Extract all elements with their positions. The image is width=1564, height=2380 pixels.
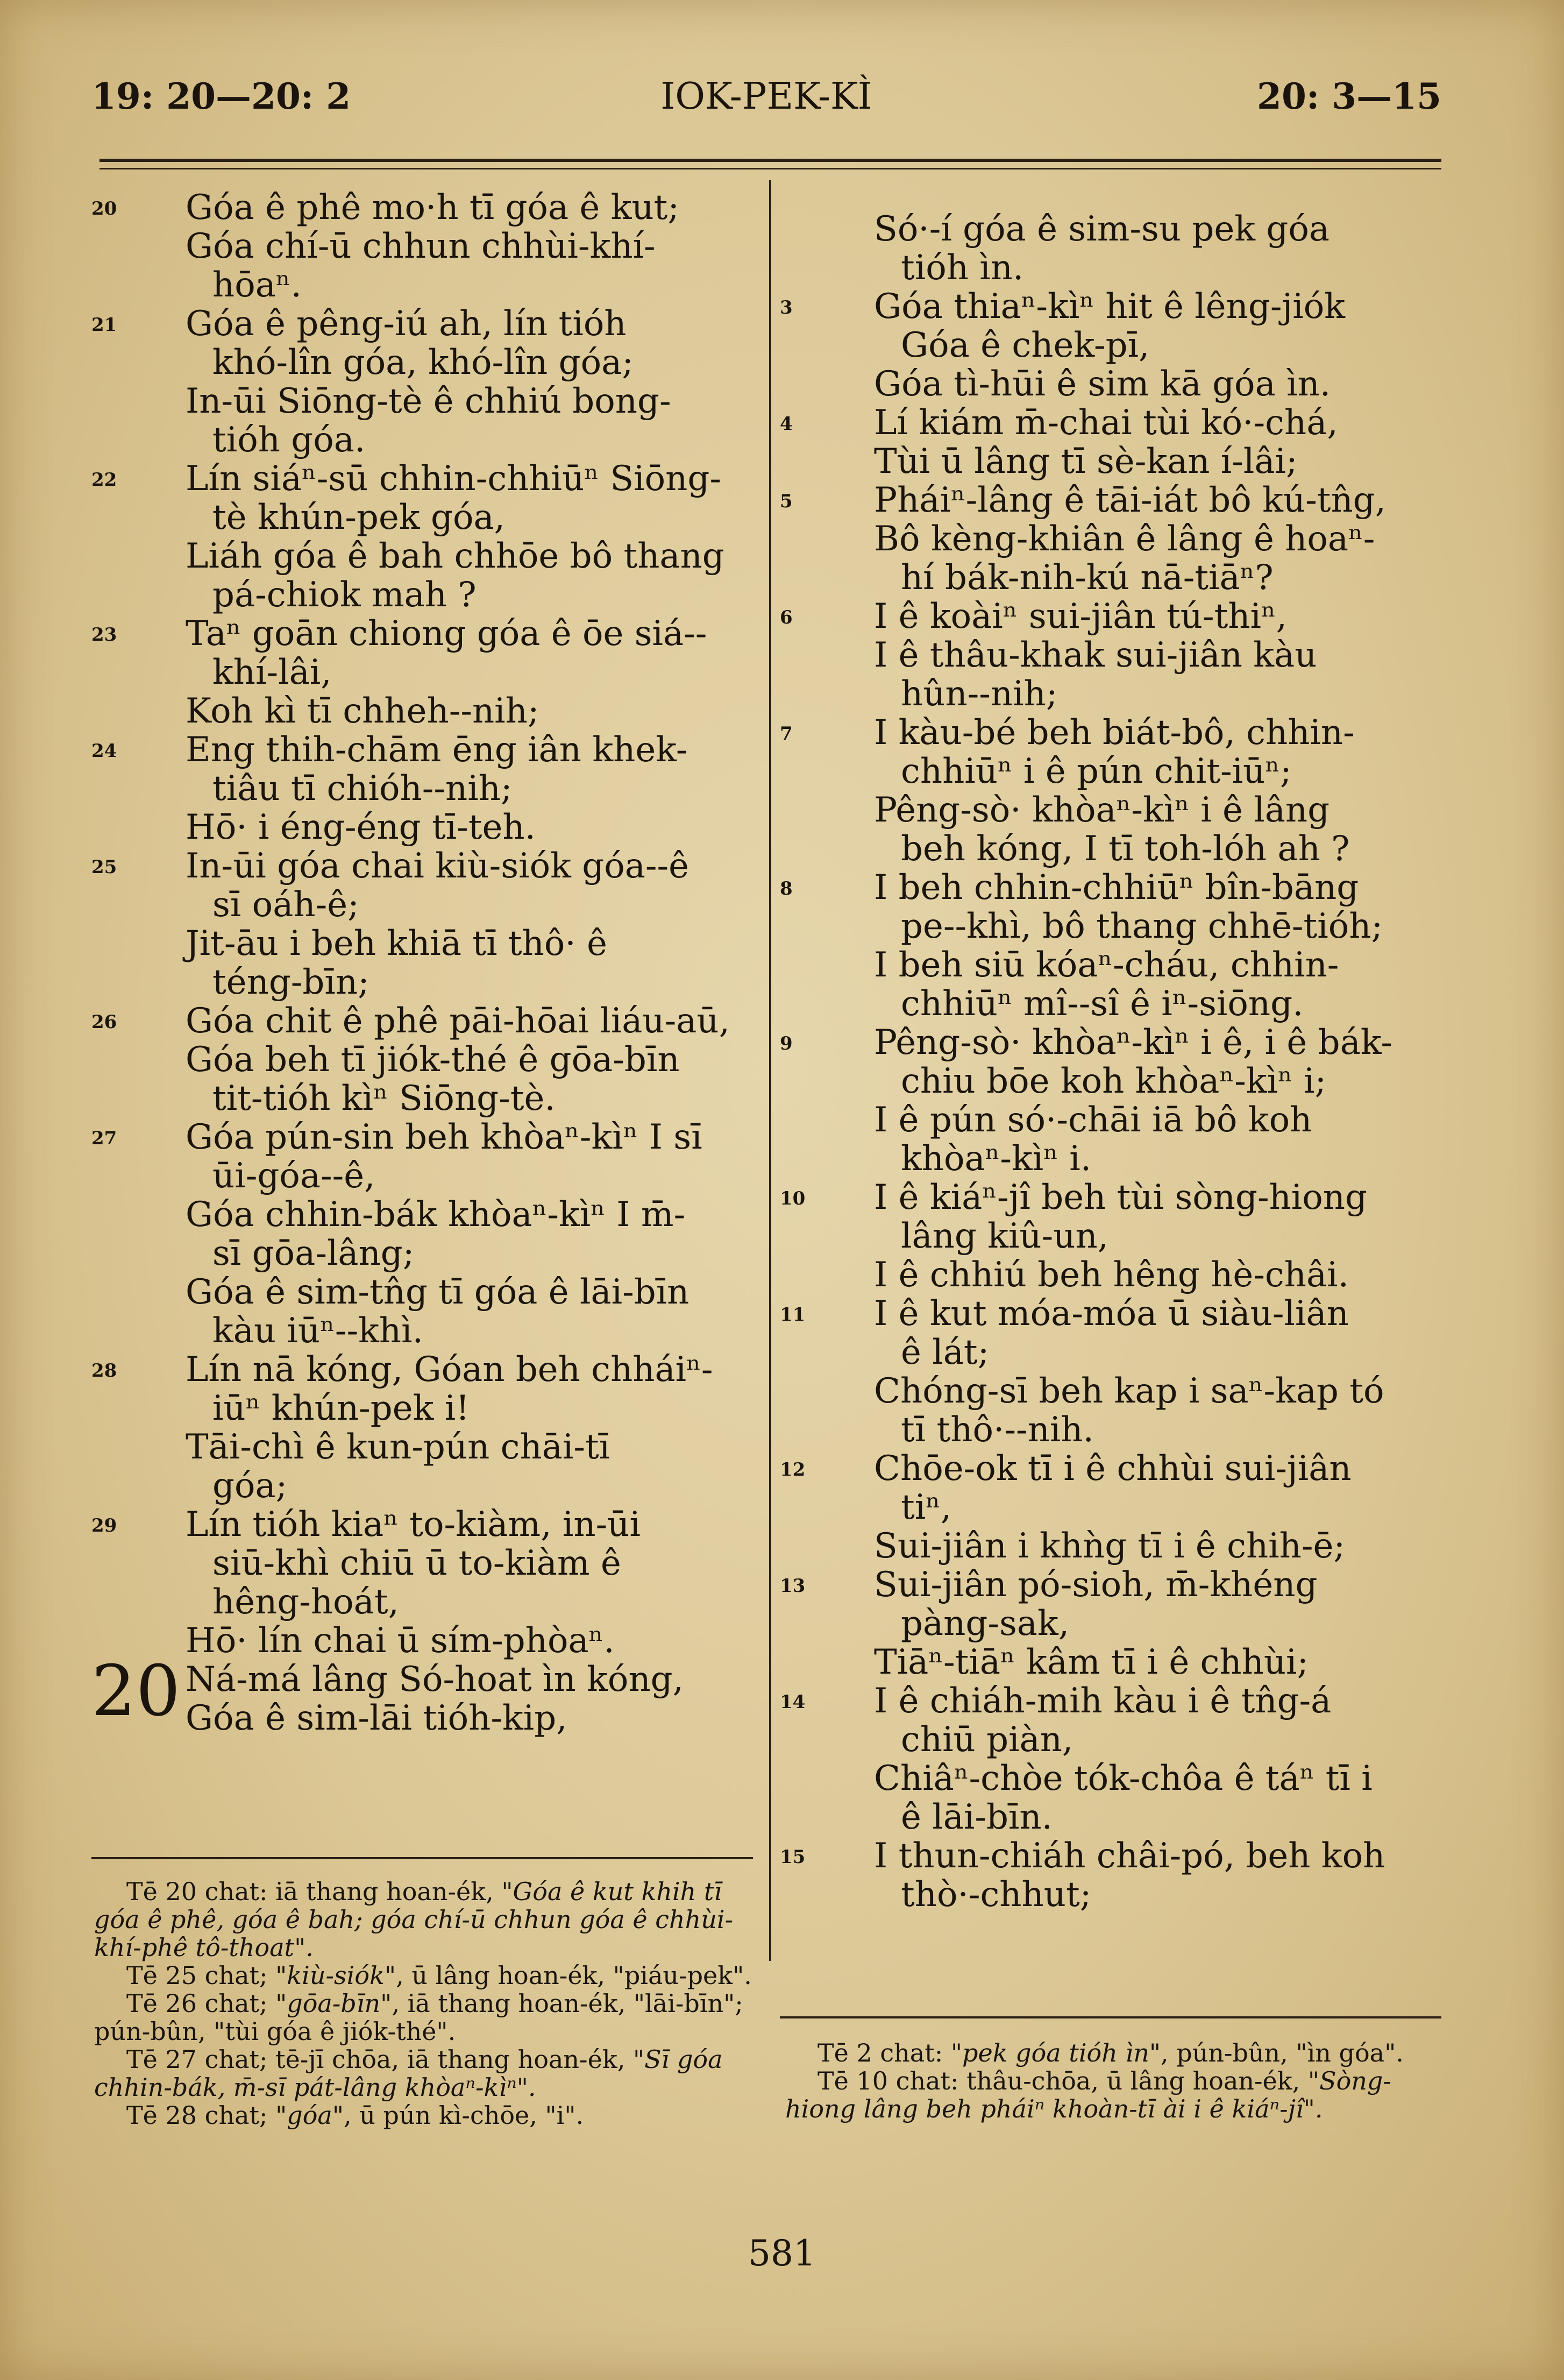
verse-line-group <box>780 287 1441 365</box>
verse-line-group <box>780 1449 1441 1527</box>
verse-line-group <box>780 1023 1441 1101</box>
verse-line-group <box>780 1372 1441 1449</box>
verse-text-line: Sui-jiân i khǹg tī i ê chih-ē; <box>874 1526 1345 1566</box>
footnote-tail: , ū pún kì-chōe, "i". <box>344 2101 584 2130</box>
verse-line-group <box>780 868 1441 946</box>
verse-line-group <box>780 791 1441 868</box>
verse-number: 28 <box>91 1360 117 1382</box>
verse-text-line: iūⁿ khún-pek i! <box>212 1389 470 1428</box>
verse-text-line: I ê kiáⁿ-jî beh tùi sòng-hiong <box>874 1178 1367 1217</box>
verse-text-line: tit-tióh kìⁿ Siōng-tè. <box>212 1079 556 1118</box>
verse-text-line: Taⁿ goān chiong góa ê ōe siá-- <box>186 614 707 654</box>
verse-text-line: chiū piàn, <box>901 1720 1074 1760</box>
verse-text-line: Chóng-sī beh kap i saⁿ-kap tó <box>874 1371 1384 1411</box>
footnote-lead: Tē 26 chat; <box>126 1989 276 2018</box>
chapter-number: 20 <box>91 1650 181 1732</box>
right-column <box>780 210 1441 1914</box>
verse-number: 4 <box>780 413 793 435</box>
verse-line-group <box>780 403 1441 442</box>
verse-line-group <box>91 537 753 614</box>
footnote-tail: , ū lâng hoan-ék, "piáu-pek". <box>396 1961 752 1990</box>
verse-text-line: Góa ê chek-pī, <box>901 325 1150 365</box>
verse-line-group <box>91 382 753 459</box>
verse-text-line: Lí kiám m̄-chai tùi kó·-chá, <box>874 403 1338 443</box>
footnote-italic: "góa" <box>275 2101 344 2130</box>
left-column <box>91 188 753 1738</box>
verse-text-line: ê lát; <box>901 1333 990 1372</box>
verse-line-group <box>91 1195 753 1273</box>
verse-text-line: hōaⁿ. <box>212 265 302 305</box>
verse-line-group <box>780 713 1441 791</box>
verse-text-line: Góa pún-sin beh khòaⁿ-kìⁿ I sī <box>186 1117 702 1157</box>
verse-text-line: tióh ìn. <box>901 248 1024 288</box>
header-rule-thick <box>99 159 1441 162</box>
verse-line-group <box>780 597 1441 636</box>
verse-number: 11 <box>780 1304 806 1326</box>
verse-text-line: Lín tióh kiaⁿ to-kiàm, in-ūi <box>186 1505 641 1545</box>
verse-text-line: téng-bīn; <box>212 962 369 1002</box>
footnote-italic: "Sòng-hiong lâng beh pháiⁿ khoàn-tī ài i ê kiáⁿ-jî". <box>785 2066 1391 2123</box>
verse-number: 22 <box>91 469 117 491</box>
verse-text-line: Lín nā kóng, Góan beh chháiⁿ- <box>186 1350 713 1390</box>
verse-text-line: Sui-jiân pó-sioh, m̄-khéng <box>874 1565 1318 1605</box>
verse-line-group <box>780 1759 1441 1837</box>
verse-number: 20 <box>91 198 117 219</box>
footnote-italic: "Sī góa chhin-bák, m̄-sī pát-lâng khòaⁿ-kìⁿ". <box>94 2045 723 2102</box>
verse-number: 10 <box>780 1188 806 1209</box>
verse-number: 25 <box>91 856 117 878</box>
verse-text-line: Liáh góa ê bah chhōe bô thang <box>186 536 724 576</box>
verse-number: 12 <box>780 1459 806 1481</box>
verse-number: 5 <box>780 491 793 512</box>
header-left-reference: 19: 20—20: 2 <box>91 75 351 117</box>
verse-text-line: pá-chiok mah ? <box>212 575 477 615</box>
footnote-tail: , iā thang hoan-ék, "lāi-bīn"; pún-bûn, "tùi góa ê jiók-thé". <box>94 1989 743 2046</box>
footnote-tail: , pún-bûn, "ìn góa". <box>1161 2038 1404 2067</box>
footnote-lead: Tē 27 chat; tē-jī chōa, iā thang hoan-ék, <box>126 2045 633 2074</box>
footnote-lead: Tē 28 chat; <box>126 2101 276 2130</box>
verse-text-line: Tāi-chì ê kun-pún chāi-tī <box>186 1427 610 1467</box>
verse-text-line: I kàu-bé beh biát-bô, chhin- <box>874 713 1355 753</box>
verse-line-group <box>780 946 1441 1023</box>
verse-text-line: Koh kì tī chheh--nih; <box>186 691 539 731</box>
verse-text-line: I ê kut móa-móa ū siàu-liân <box>874 1294 1349 1334</box>
verse-text-line: sī gōa-lâng; <box>212 1234 415 1273</box>
verse-text-line: khó-lîn góa, khó-lîn góa; <box>212 343 634 382</box>
verse-text-line: pe--khì, bô thang chhē-tióh; <box>901 906 1383 946</box>
verse-text-line: Pháiⁿ-lâng ê tāi-iát bô kú-tn̂g, <box>874 480 1386 520</box>
verse-text-line: hí bák-nih-kú nā-tiāⁿ? <box>901 558 1274 598</box>
verse-line-group <box>91 692 753 731</box>
verse-text-line: beh kóng, I tī toh-lóh ah ? <box>901 829 1350 869</box>
verse-text-line: Góa ê sim-lāi tióh-kip, <box>186 1698 567 1738</box>
verse-number: 27 <box>91 1128 117 1149</box>
footnote-lead: Tē 10 chat: thâu-chōa, ū lâng hoan-ék, <box>817 2066 1308 2095</box>
verse-line-group <box>91 304 753 382</box>
verse-text-line: I ê pún só·-chāi iā bô koh <box>874 1100 1312 1140</box>
page-number: 581 <box>748 2233 816 2274</box>
verse-text-line: I ê thâu-khak sui-jiân kàu <box>874 635 1317 675</box>
footnote-lead: Tē 20 chat: iā thang hoan-ék, <box>126 1877 502 1906</box>
verse-text-line: Pêng-sò· khòaⁿ-kìⁿ i ê lâng <box>874 790 1330 830</box>
verse-number: 3 <box>780 297 793 318</box>
verse-number: 15 <box>780 1846 806 1868</box>
verse-text-line: Pêng-sò· khòaⁿ-kìⁿ i ê, i ê bák- <box>874 1023 1393 1062</box>
verse-line-group <box>780 1256 1441 1294</box>
verse-line-group <box>780 1178 1441 1256</box>
verse-text-line: Góa chit ê phê pāi-hōai liáu-aū, <box>186 1001 730 1041</box>
footnote <box>94 1989 753 2045</box>
verse-text-line: Eng thih-chām ēng iân khek- <box>186 730 688 770</box>
verse-line-group <box>780 1837 1441 1914</box>
verse-text-line: khí-lâi, <box>212 653 332 692</box>
verse-line-group <box>91 614 753 692</box>
verse-text-line: ê lāi-bīn. <box>901 1797 1053 1837</box>
verse-text-line: Tùi ū lâng tī sè-kan í-lâi; <box>874 442 1298 481</box>
footnote-italic: "pek góa tióh ìn" <box>950 2038 1161 2067</box>
footnotes-right <box>785 2039 1439 2123</box>
verse-text-line: I beh siū kóaⁿ-cháu, chhin- <box>874 945 1339 985</box>
verse-line-group <box>780 1294 1441 1372</box>
footnote <box>94 1878 753 1961</box>
verse-text-line: kàu iūⁿ--khì. <box>212 1311 423 1351</box>
verse-text-line: Hō· lín chai ū sím-phòaⁿ. <box>186 1621 615 1661</box>
footnote-italic: "Góa ê kut khih tī góa ê phê, góa ê bah; góa chí-ū chhun góa ê chhùi-khí-phê tô-thoat". <box>94 1877 734 1962</box>
verse-line-group <box>780 481 1441 520</box>
verse-text-line: Góa chhin-bák khòaⁿ-kìⁿ I m̄- <box>186 1195 686 1235</box>
verse-line-group <box>91 808 753 847</box>
verse-line-group <box>91 227 753 304</box>
footnote <box>785 2039 1439 2067</box>
verse-text-line: thò·-chhut; <box>901 1875 1092 1915</box>
verse-text-line: chhiūⁿ mî--sî ê iⁿ-siōng. <box>901 984 1304 1024</box>
verse-line-group <box>780 1566 1441 1643</box>
footnote-italic: "gōa-bīn" <box>275 1989 392 2018</box>
verse-text-line: chhiūⁿ i ê pún chit-iūⁿ; <box>901 752 1292 791</box>
verse-text-line: Chiâⁿ-chòe tók-chôa ê táⁿ tī i <box>874 1759 1373 1798</box>
footnote <box>94 1961 753 1989</box>
verse-text-line: Ná-má lâng Só-hoat ìn kóng, <box>186 1660 684 1699</box>
header-rule-thin <box>99 168 1441 169</box>
verse-text-line: In-ūi Siōng-tè ê chhiú bong- <box>186 381 671 421</box>
footnote <box>94 2045 753 2101</box>
verse-line-group <box>91 1002 753 1040</box>
verse-number: 7 <box>780 723 793 745</box>
footnotes-left <box>94 1878 753 2129</box>
verse-text-line: Hō· i éng-éng tī-teh. <box>186 808 536 847</box>
verse-text-line: khòaⁿ-kìⁿ i. <box>901 1139 1092 1179</box>
verse-text-line: Góa beh tī jiók-thé ê gōa-bīn <box>186 1040 680 1080</box>
verse-line-group <box>780 210 1441 287</box>
footnote-lead: Tē 25 chat; <box>126 1961 276 1990</box>
column-divider <box>769 180 771 1961</box>
page-header <box>91 75 1441 129</box>
footnote <box>94 2101 753 2129</box>
verse-text-line: I ê chiáh-mih kàu i ê tn̂g-á <box>874 1681 1332 1721</box>
verse-number: 26 <box>91 1011 117 1033</box>
verse-line-group <box>780 1101 1441 1178</box>
verse-line-group <box>91 1428 753 1505</box>
verse-line-group <box>780 442 1441 481</box>
verse-line-group <box>91 188 753 227</box>
verse-text-line: Góa thiaⁿ-kìⁿ hit ê lêng-jiók <box>874 287 1346 327</box>
verse-text-line: Jit-āu i beh khiā tī thô· ê <box>186 924 607 964</box>
verse-text-line: Góa ê pêng-iú ah, lín tióh <box>186 304 627 344</box>
verse-line-group <box>91 731 753 808</box>
verse-line-group <box>780 1643 1441 1682</box>
verse-number: 29 <box>91 1515 117 1536</box>
verse-text-line: Góa chí-ū chhun chhùi-khí- <box>186 226 656 266</box>
footnote-rule-right <box>780 2016 1441 2018</box>
verse-number: 13 <box>780 1575 806 1597</box>
verse-line-group <box>780 1527 1441 1566</box>
verse-text-line: Góa ê sim-tn̂g tī góa ê lāi-bīn <box>186 1272 689 1312</box>
verse-text-line: sī oáh-ê; <box>212 885 359 925</box>
verse-text-line: tè khún-pek góa, <box>212 498 505 537</box>
verse-line-group <box>91 1621 753 1660</box>
verse-text-line: ūi-góa--ê, <box>212 1156 375 1196</box>
verse-line-group <box>91 1118 753 1195</box>
verse-text-line: I beh chhin-chhiūⁿ bîn-bāng <box>874 868 1359 908</box>
verse-text-line: I ê chhiú beh hêng hè-châi. <box>874 1255 1349 1295</box>
verse-text-line: siū-khì chiū ū to-kiàm ê <box>212 1543 621 1583</box>
verse-text-line: hûn--nih; <box>901 674 1058 714</box>
footnote-lead: Tē 2 chat: <box>817 2038 951 2067</box>
chapter-start <box>91 1650 753 1738</box>
verse-text-line: lâng kiû-un, <box>901 1216 1109 1256</box>
verse-text-line: tióh góa. <box>212 420 366 460</box>
verse-line-group <box>91 1040 753 1118</box>
verse-line-group <box>780 520 1441 597</box>
verse-number: 6 <box>780 607 793 628</box>
verse-text-line: góa; <box>212 1466 288 1506</box>
verse-line-group <box>780 636 1441 713</box>
verse-line-group <box>91 459 753 537</box>
verse-line-group <box>780 365 1441 403</box>
verse-line-group <box>91 1273 753 1350</box>
header-right-reference: 20: 3—15 <box>1257 75 1441 117</box>
verse-text-line: Tiāⁿ-tiāⁿ kâm tī i ê chhùi; <box>874 1642 1309 1682</box>
verse-line-group <box>91 1350 753 1428</box>
verse-number: 9 <box>780 1033 793 1054</box>
verse-text-line: I thun-chiáh châi-pó, beh koh <box>874 1836 1385 1876</box>
verse-number: 14 <box>780 1691 806 1713</box>
verse-text-line: pàng-sak, <box>901 1604 1070 1644</box>
verse-text-line: I ê koàiⁿ sui-jiân tú-thiⁿ, <box>874 597 1287 636</box>
verse-line-group <box>780 1682 1441 1759</box>
verse-text-line: Bô kèng-khiân ê lâng ê hoaⁿ- <box>874 519 1375 559</box>
verse-line-group <box>91 1505 753 1621</box>
verse-line-group <box>91 924 753 1002</box>
verse-number: 23 <box>91 624 117 646</box>
verse-text-line: Só·-í góa ê sim-su pek góa <box>874 209 1330 249</box>
verse-text-line: Góa tì-hūi ê sim kā góa ìn. <box>874 364 1331 404</box>
footnote-rule-left <box>91 1857 753 1859</box>
verse-text-line: tī thô·--nih. <box>901 1410 1094 1450</box>
verse-text-line: In-ūi góa chai kiù-siók góa--ê <box>186 846 689 886</box>
verse-text-line: hêng-hoát, <box>212 1582 399 1622</box>
footnote <box>785 2067 1439 2123</box>
verse-number: 8 <box>780 878 793 899</box>
verse-number: 21 <box>91 314 117 336</box>
verse-number: 24 <box>91 740 117 762</box>
verse-text-line: tiâu tī chióh--nih; <box>212 769 513 809</box>
verse-text-line: Lín siáⁿ-sū chhin-chhiūⁿ Siōng- <box>186 459 721 499</box>
footnote-italic: "kiù-siók" <box>275 1961 396 1990</box>
verse-text-line: chiu bōe koh khòaⁿ-kìⁿ i; <box>901 1061 1326 1101</box>
verse-text-line: Chōe-ok tī i ê chhùi sui-jiân <box>874 1449 1352 1489</box>
header-book-title: IOK-PEK-KÌ <box>660 75 872 118</box>
verse-text-line: tiⁿ, <box>901 1488 952 1527</box>
verse-line-group <box>91 847 753 924</box>
verse-text-line: Góa ê phê mo·h tī góa ê kut; <box>186 188 679 228</box>
